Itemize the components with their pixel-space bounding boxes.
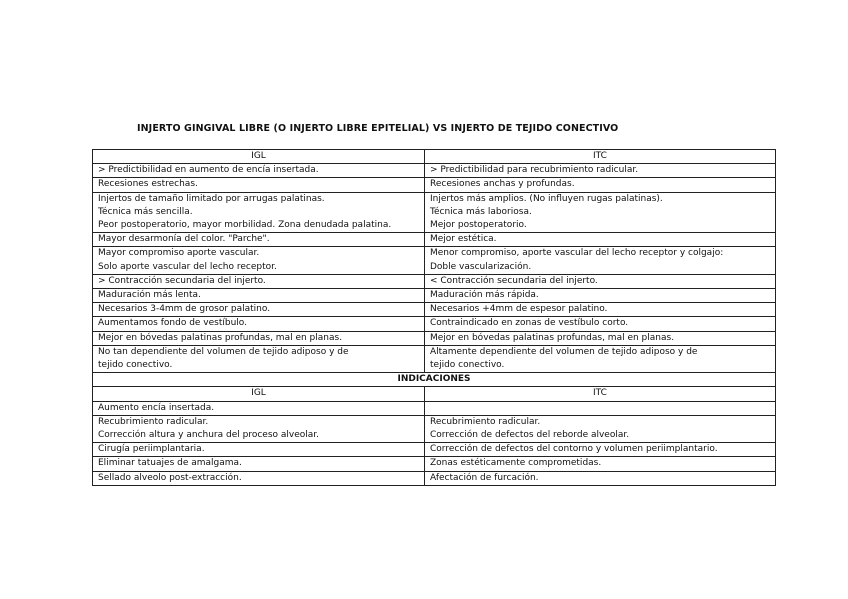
indication-row	[93, 401, 776, 415]
cell-line: Solo aporte vascular del lecho receptor.	[98, 261, 277, 272]
cell-line: Corrección de defectos del contorno y volumen periimplantario.	[430, 444, 718, 455]
table-row	[93, 192, 776, 233]
igl-cell	[93, 415, 425, 442]
igl-cell	[93, 247, 425, 274]
cell-line: Peor postoperatorio, mayor morbilidad. Zona denudada palatina.	[98, 220, 392, 231]
cell-line: Maduración más rápida.	[430, 290, 539, 301]
cell-line: Afectación de furcación.	[430, 472, 539, 483]
cell-line: Contraindicado en zonas de vestíbulo corto.	[430, 318, 629, 329]
igl-cell	[93, 164, 425, 178]
table-row	[93, 289, 776, 303]
cell-line: Recubrimiento radicular.	[98, 416, 209, 427]
indication-row	[93, 443, 776, 457]
indications-header-igl: IGL	[93, 387, 425, 401]
itc-cell	[425, 415, 776, 442]
igl-cell	[93, 443, 425, 457]
cell-line: Menor compromiso, aporte vascular del lecho receptor y colgajo:	[430, 248, 724, 259]
table-row	[93, 303, 776, 317]
itc-cell	[425, 457, 776, 471]
cell-line: Aumentamos fondo de vestíbulo.	[98, 318, 248, 329]
cell-line: > Predictibilidad para recubrimiento radicular.	[430, 165, 639, 176]
cell-line: Necesarios +4mm de espesor palatino.	[430, 304, 608, 315]
igl-cell	[93, 192, 425, 233]
comparison-table	[92, 149, 776, 486]
indication-row	[93, 457, 776, 471]
igl-cell	[93, 303, 425, 317]
igl-cell	[93, 331, 425, 345]
cell-line: Sellado alveolo post-extracción.	[98, 472, 242, 483]
itc-cell	[425, 289, 776, 303]
itc-cell	[425, 233, 776, 247]
cell-line: Corrección de defectos del reborde alveolar.	[430, 430, 630, 441]
igl-cell	[93, 233, 425, 247]
cell-line: No tan dependiente del volumen de tejido adiposo y de	[98, 346, 349, 357]
cell-line: Maduración más lenta.	[98, 290, 201, 301]
indications-section-row	[93, 373, 776, 387]
cell-line: Mejor estética.	[430, 234, 497, 245]
itc-cell	[425, 317, 776, 331]
cell-line: Cirugía periimplantaria.	[98, 444, 205, 455]
cell-line: Aumento encía insertada.	[98, 402, 215, 413]
itc-cell	[425, 274, 776, 288]
cell-line: Mayor desarmonía del color. "Parche".	[98, 234, 270, 245]
indication-row	[93, 415, 776, 442]
itc-cell	[425, 345, 776, 372]
igl-cell	[93, 289, 425, 303]
cell-line: Técnica más laboriosa.	[430, 206, 532, 217]
table-row	[93, 331, 776, 345]
itc-cell	[425, 178, 776, 192]
itc-cell	[425, 247, 776, 274]
cell-line: Mejor en bóvedas palatinas profundas, mal en planas.	[98, 332, 343, 343]
cell-line: Injertos más amplios. (No influyen rugas palatinas).	[430, 193, 663, 204]
cell-line: Doble vascularización.	[430, 261, 532, 272]
igl-cell	[93, 274, 425, 288]
cell-line: Altamente dependiente del volumen de tejido adiposo y de	[430, 346, 698, 357]
cell-line: Mejor postoperatorio.	[430, 220, 527, 231]
cell-line: Zonas estéticamente comprometidas.	[430, 458, 602, 469]
cell-line: Recesiones estrechas.	[98, 179, 198, 190]
itc-cell	[425, 401, 776, 415]
igl-cell	[93, 317, 425, 331]
cell-line: Corrección altura y anchura del proceso alveolar.	[98, 430, 320, 441]
itc-cell	[425, 164, 776, 178]
indications-title: INDICACIONES	[93, 373, 776, 387]
itc-cell	[425, 443, 776, 457]
table-row	[93, 178, 776, 192]
cell-line: Injertos de tamaño limitado por arrugas palatinas.	[98, 193, 325, 204]
cell-line: Eliminar tatuajes de amalgama.	[98, 458, 242, 469]
indications-header-itc: ITC	[425, 387, 776, 401]
table-row	[93, 233, 776, 247]
comparison-header-row	[93, 150, 776, 164]
cell-line: tejido conectivo.	[430, 360, 505, 371]
table-row	[93, 317, 776, 331]
igl-cell	[93, 457, 425, 471]
indication-row	[93, 471, 776, 485]
cell-line: > Contracción secundaria del injerto.	[98, 275, 266, 286]
table-row	[93, 164, 776, 178]
igl-cell	[93, 345, 425, 372]
column-header-itc: ITC	[425, 150, 776, 164]
cell-line: Recesiones anchas y profundas.	[430, 179, 575, 190]
itc-cell	[425, 303, 776, 317]
table-row	[93, 345, 776, 372]
indications-header-row	[93, 387, 776, 401]
cell-line: Técnica más sencilla.	[98, 206, 193, 217]
igl-cell	[93, 401, 425, 415]
igl-cell	[93, 471, 425, 485]
itc-cell	[425, 331, 776, 345]
cell-line: Recubrimiento radicular.	[430, 416, 541, 427]
document-title: INJERTO GINGIVAL LIBRE (O INJERTO LIBRE EPITELIAL) VS INJERTO DE TEJIDO CONECTIVO	[137, 123, 619, 134]
itc-cell	[425, 192, 776, 233]
cell-line: Mejor en bóvedas palatinas profundas, mal en planas.	[430, 332, 675, 343]
cell-line: Mayor compromiso aporte vascular.	[98, 248, 260, 259]
cell-line: > Predictibilidad en aumento de encía insertada.	[98, 165, 319, 176]
table-row	[93, 247, 776, 274]
cell-line: < Contracción secundaria del injerto.	[430, 275, 598, 286]
igl-cell	[93, 178, 425, 192]
column-header-igl: IGL	[93, 150, 425, 164]
cell-line: tejido conectivo.	[98, 360, 173, 371]
cell-line: Necesarios 3-4mm de grosor palatino.	[98, 304, 271, 315]
itc-cell	[425, 471, 776, 485]
table-row	[93, 274, 776, 288]
